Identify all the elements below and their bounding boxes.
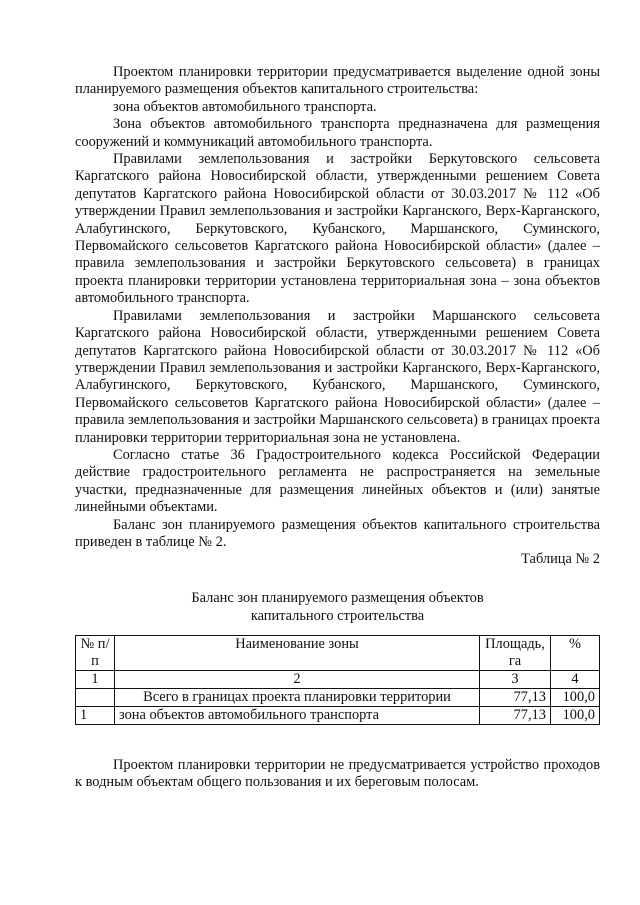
- paragraph-marshansky-rules: Правилами землепользования и застройки Маршанского сельсовета Каргатского района Новосибирской области, утвержденными решением Совета депутатов Каргатского района Новосибирской области от 30.03.2017 № 112 «Об утверждении Правил землепользования и застройки Карганского, Верх-Карганского, Алабугинского, Беркутовского, Кубанского, Маршанского, Суминского, Первомайского сельсоветов Каргатского района Новосибирской области» (далее – правила землепользования и застройки Маршанского сельсовета) в границах проекта планировки территории территориальная зона не установлена.: [75, 307, 600, 446]
- table-row: [76, 706, 600, 724]
- paragraph-zone-purpose: Зона объектов автомобильного транспорта предназначена для размещения сооружений и коммуникаций автомобильного транспорта.: [75, 116, 600, 150]
- row-pct: 100,0: [551, 688, 600, 706]
- row-area: 77,13: [480, 706, 551, 724]
- table-caption-line2: капитального строительства: [250, 607, 425, 624]
- header-pct: %: [551, 635, 600, 670]
- table-label: Таблица № 2: [521, 551, 600, 568]
- paragraph-berkutovsky-rules: Правилами землепользования и застройки Беркутовского сельсовета Каргатского района Новосибирской области, утвержденными решением Совета депутатов Каргатского района Новосибирской области от 30.03.2017 № 112 «Об утверждении Правил землепользования и застройки Карганского, Верх-Карганского, Алабугинского, Беркутовского, Кубанского, Маршанского, Суминского, Первомайского сельсоветов Каргатского района Новосибирской области» (далее – правила землепользования и застройки Беркутовского сельсовета) в границах проекта планировки территории установлена территориальная зона – зона объектов автомобильного транспорта.: [75, 151, 600, 307]
- table-index-row: [76, 670, 600, 688]
- index-cell: 3: [480, 670, 551, 688]
- header-name: Наименование зоны: [115, 635, 480, 670]
- row-name: Всего в границах проекта планировки территории: [115, 688, 480, 706]
- table-header-row: [76, 635, 600, 670]
- paragraph-water-access: Проектом планировки территории не предусматривается устройство проходов к водным объектам общего пользования и их береговым полосам.: [75, 756, 600, 791]
- paragraph-balance-ref: Баланс зон планируемого размещения объектов капитального строительства приведен в таблице № 2.: [75, 516, 600, 550]
- index-cell: 1: [76, 670, 115, 688]
- paragraph-article-36: Согласно статье 36 Градостроительного кодекса Российской Федерации действие градостроительного регламента не распространяется на земельные участки, предназначенные для размещения линейных объектов и (или) занятые линейными объектами.: [75, 446, 600, 516]
- table-row: [76, 688, 600, 706]
- index-cell: 4: [551, 670, 600, 688]
- row-name: зона объектов автомобильного транспорта: [115, 706, 480, 724]
- row-pct: 100,0: [551, 706, 600, 724]
- table-caption-line1: Баланс зон планируемого размещения объектов: [191, 589, 484, 606]
- header-area: Площадь, га: [480, 635, 551, 670]
- row-num: 1: [76, 706, 115, 724]
- table-caption: [75, 589, 600, 625]
- paragraph-zone: зона объектов автомобильного транспорта.: [113, 98, 377, 115]
- header-num: № п/п: [76, 635, 115, 670]
- balance-table: [75, 635, 600, 725]
- row-num: [76, 688, 115, 706]
- paragraph-intro: Проектом планировки территории предусматривается выделение одной зоны планируемого размещения объектов капитального строительства:: [75, 64, 600, 98]
- index-cell: 2: [115, 670, 480, 688]
- row-area: 77,13: [480, 688, 551, 706]
